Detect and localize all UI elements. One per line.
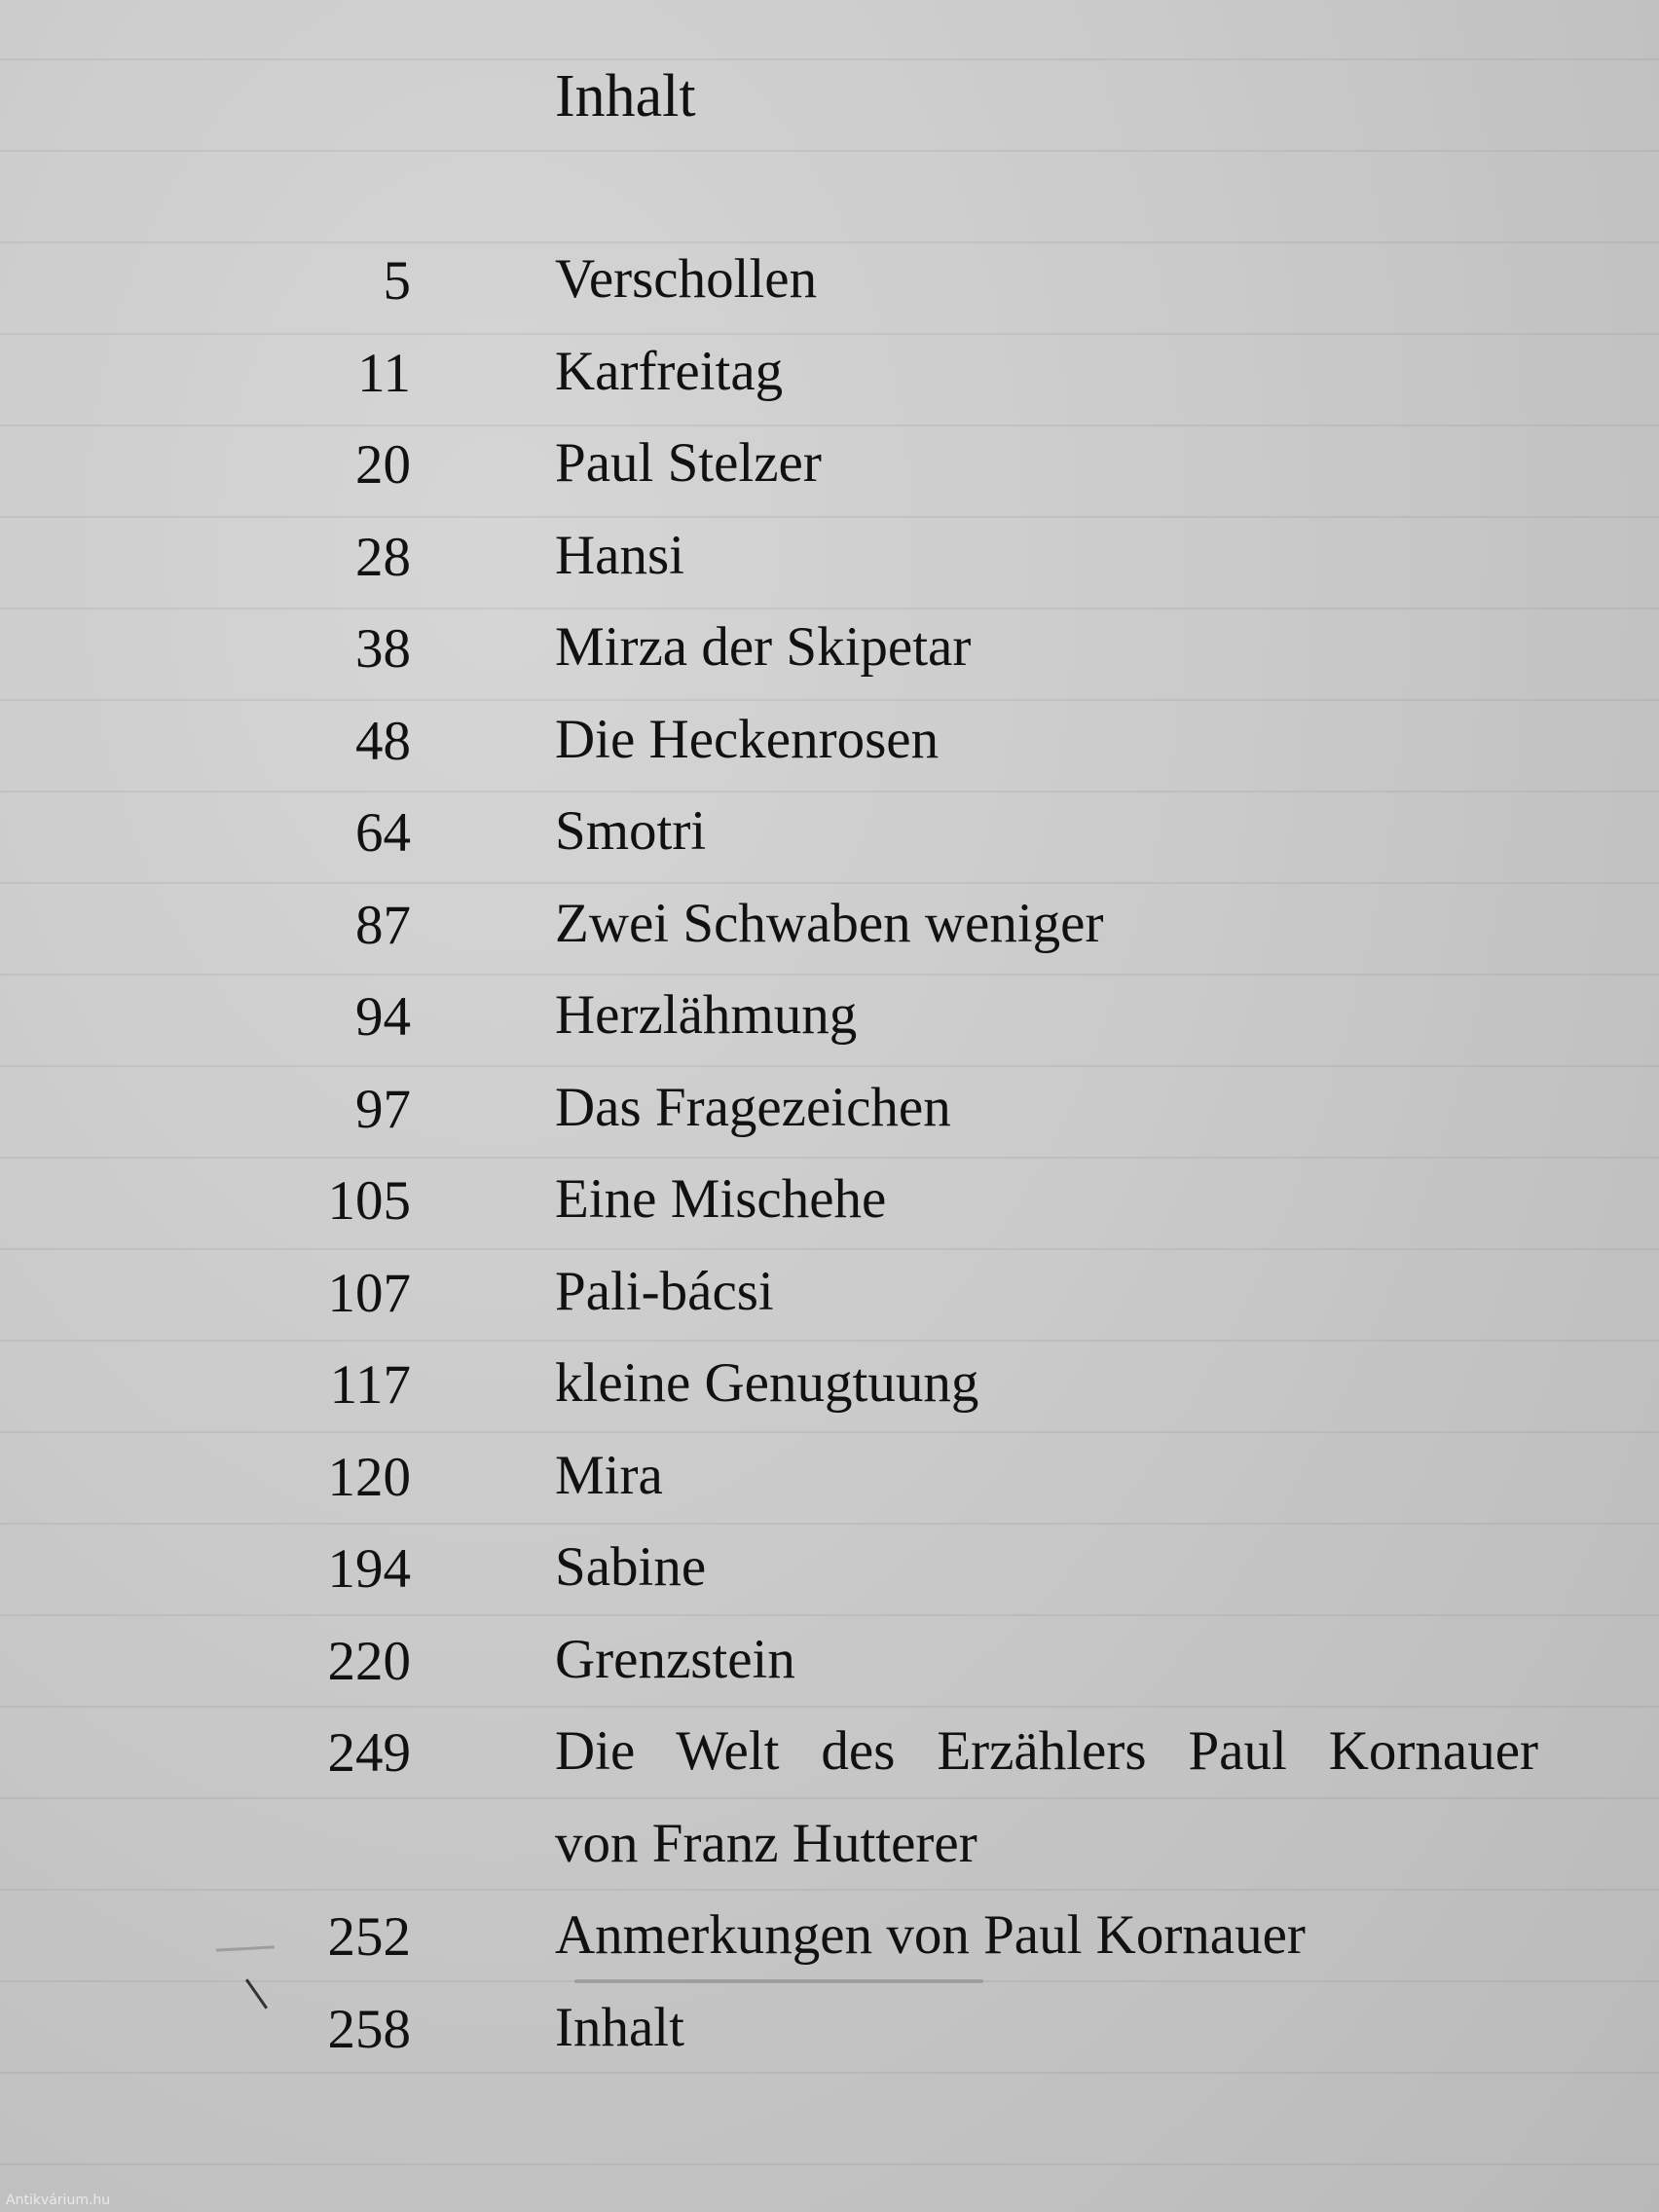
toc-title: Anmerkungen von Paul Kornauer <box>555 1904 1306 1966</box>
toc-page-number: 64 <box>355 802 411 864</box>
toc-page-number: 38 <box>355 618 411 680</box>
toc-title: Paul Stelzer <box>555 432 822 494</box>
toc-page-number: 94 <box>355 986 411 1048</box>
toc-title: Mira <box>555 1444 663 1506</box>
toc-title: Mirza der Skipetar <box>555 616 972 678</box>
toc-title: Die Heckenrosen <box>555 708 940 770</box>
toc-title: Karfreitag <box>555 340 784 402</box>
toc-entry <box>0 1996 1659 2094</box>
toc-page-number: 87 <box>355 894 411 956</box>
toc-title: Herzlähmung <box>555 984 858 1046</box>
toc-title: Smotri <box>555 800 707 862</box>
toc-page-number: 28 <box>355 526 411 588</box>
toc-title: Grenzstein <box>555 1628 795 1690</box>
toc-title: Pali-bácsi <box>555 1260 774 1322</box>
table-of-contents <box>0 248 1659 2093</box>
toc-page-number: 249 <box>327 1722 411 1784</box>
toc-page-number: 258 <box>327 1998 411 2060</box>
toc-title-line2: von Franz Hutterer <box>555 1812 977 1874</box>
toc-page-number: 220 <box>327 1630 411 1692</box>
toc-title-line1: Die Welt des Erzählers Paul Kornauer <box>555 1720 1538 1782</box>
toc-title: Verschollen <box>555 248 818 310</box>
toc-page-number: 107 <box>327 1262 411 1324</box>
toc-title: Hansi <box>555 524 684 586</box>
toc-title: kleine Genugtuung <box>555 1352 979 1414</box>
toc-title: Das Fragezeichen <box>555 1076 951 1138</box>
toc-title: Eine Mischehe <box>555 1168 887 1230</box>
toc-title: Sabine <box>555 1536 707 1598</box>
watermark: Antikvárium.hu <box>6 2193 111 2208</box>
toc-title: Zwei Schwaben weniger <box>555 892 1104 954</box>
toc-page-number: 48 <box>355 710 411 772</box>
toc-page-number: 194 <box>327 1538 411 1600</box>
toc-page-number: 120 <box>327 1446 411 1508</box>
page-heading: Inhalt <box>555 63 696 129</box>
toc-page-number: 97 <box>355 1078 411 1140</box>
toc-page-number: 252 <box>327 1906 411 1968</box>
toc-page-number: 11 <box>357 342 411 404</box>
toc-title <box>555 1706 1538 1890</box>
toc-page-number: 5 <box>383 250 411 312</box>
toc-page-number: 105 <box>327 1170 411 1232</box>
toc-page-number: 117 <box>329 1354 411 1416</box>
toc-title: Inhalt <box>555 1996 684 2058</box>
toc-entry <box>0 1720 1659 1909</box>
toc-page-number: 20 <box>355 434 411 496</box>
pencil-underline <box>574 1979 983 1983</box>
